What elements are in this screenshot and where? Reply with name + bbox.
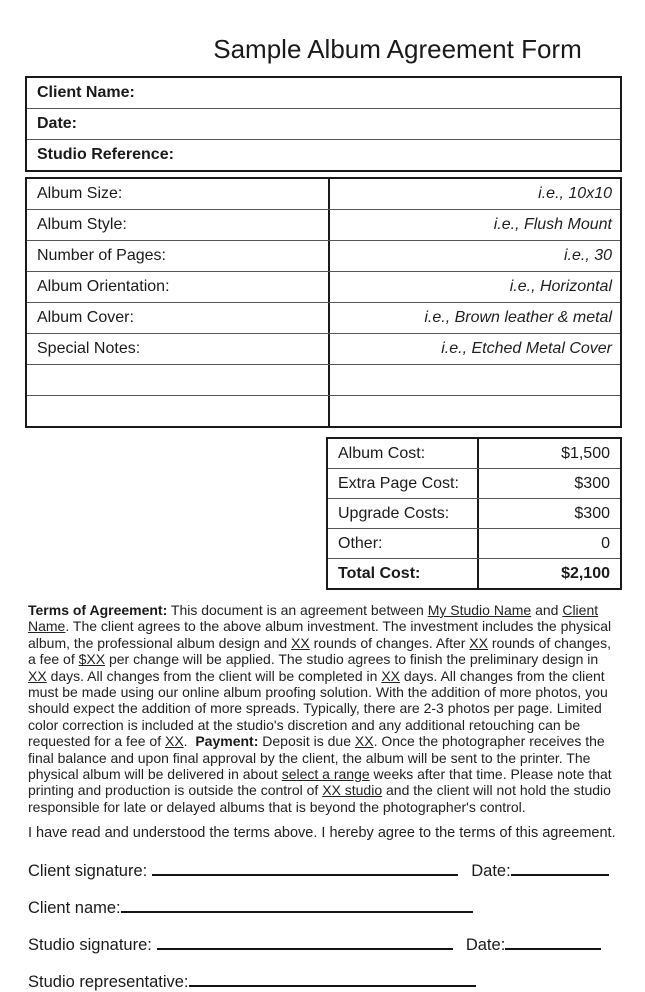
album-orientation-row (27, 271, 620, 302)
page-title: Sample Album Agreement Form (213, 34, 582, 64)
extra-page-cost-label: Extra Page Cost: (338, 475, 459, 492)
extra-row-2 (27, 395, 620, 426)
client-name-sig-label: Client name: (28, 899, 121, 918)
number-of-pages-row (27, 240, 620, 271)
special-notes-label: Special Notes: (37, 340, 141, 357)
album-style-field[interactable]: i.e., Flush Mount (328, 210, 620, 240)
client-signature-label: Client signature: (28, 862, 148, 881)
other-cost-row (328, 528, 620, 558)
special-notes-field[interactable]: i.e., Etched Metal Cover (328, 334, 620, 364)
album-cover-label: Album Cover: (37, 309, 134, 326)
client-signature-date-line[interactable] (511, 859, 609, 876)
number-of-pages-field[interactable]: i.e., 30 (328, 241, 620, 271)
upgrade-costs-value: $300 (477, 499, 620, 528)
extra-row-1-label[interactable] (27, 365, 328, 395)
cost-table (326, 437, 622, 590)
album-size-label: Album Size: (37, 185, 123, 202)
studio-signature-line[interactable] (157, 933, 453, 950)
studio-reference-row (27, 139, 620, 170)
album-size-row (27, 179, 620, 209)
total-cost-label: Total Cost: (338, 565, 421, 582)
album-cover-row (27, 302, 620, 333)
album-orientation-field[interactable]: i.e., Horizontal (328, 272, 620, 302)
studio-reference-label: Studio Reference: (37, 146, 174, 163)
extra-row-2-field[interactable] (328, 396, 620, 426)
album-cost-value: $1,500 (477, 439, 620, 468)
client-signature-line[interactable] (152, 859, 458, 876)
album-orientation-label: Album Orientation: (37, 278, 170, 295)
album-details-table (25, 177, 622, 428)
date-row (27, 108, 620, 139)
studio-representative-label: Studio representative: (28, 973, 189, 992)
upgrade-costs-label: Upgrade Costs: (338, 505, 450, 522)
studio-representative-line[interactable] (189, 970, 476, 987)
studio-signature-date-line[interactable] (505, 933, 601, 950)
studio-signature-date-label: Date: (465, 936, 506, 955)
client-signature-row (28, 859, 645, 879)
album-cover-field[interactable]: i.e., Brown leather & metal (328, 303, 620, 333)
extra-page-cost-value: $300 (477, 469, 620, 498)
studio-reference-field[interactable] (174, 140, 620, 170)
album-cost-row (328, 439, 620, 468)
special-notes-row (27, 333, 620, 364)
extra-row-1-field[interactable] (328, 365, 620, 395)
extra-page-cost-row (328, 468, 620, 498)
client-signature-date-label: Date: (471, 862, 511, 881)
studio-signature-row (28, 933, 645, 953)
total-cost-row (328, 558, 620, 588)
extra-row-1 (27, 364, 620, 395)
date-label: Date: (37, 115, 78, 132)
client-info-table (25, 76, 622, 172)
client-name-label: Client Name: (37, 84, 135, 101)
other-cost-value: 0 (477, 529, 620, 558)
extra-row-2-label[interactable] (27, 396, 328, 426)
upgrade-costs-row (328, 498, 620, 528)
album-style-row (27, 209, 620, 240)
client-name-line[interactable] (121, 896, 473, 913)
client-name-field[interactable] (135, 78, 620, 108)
client-name-row (27, 78, 620, 108)
other-cost-label: Other: (338, 535, 383, 552)
studio-representative-row (28, 970, 645, 990)
album-size-field[interactable]: i.e., 10x10 (328, 179, 620, 209)
number-of-pages-label: Number of Pages: (37, 247, 166, 264)
agreement-acknowledgement-line: I have read and understood the terms above. I hereby agree to the terms of this agreement. (28, 825, 616, 842)
terms-of-agreement-paragraph: Terms of Agreement: This document is an agreement between My Studio Name and Client Name. The client agrees to the above album investment. The investment includes the physical album, the professional album design and XX rounds of changes. After XX rounds of changes, a fee of $XX per change will be applied. The studio agrees to finish the preliminary design in XX days. All changes from the client will be completed in XX days. All changes from the client must be made using our online album proofing solution. With the addition of more photos, you should expect the addition of more spreads. Typically, there are 2-3 photos per page. Limited color correction is included at the studio's discretion and any additional retouching can be requested for a fee of XX. Payment: Deposit is due XX. Once the photographer receives the final balance and upon final approval by the client, the album will be sent to the printer. The physical album will be delivered in about select a range weeks after that time. Please note that printing and production is outside the control of XX studio and the client will not hold the studio responsible for late or delayed albums that is beyond the photographer's control. (28, 602, 612, 815)
total-cost-value: $2,100 (477, 559, 620, 588)
album-style-label: Album Style: (37, 216, 127, 233)
album-cost-label: Album Cost: (338, 445, 426, 462)
date-field[interactable] (77, 109, 620, 139)
studio-signature-label: Studio signature: (28, 936, 152, 955)
client-name-sig-row (28, 896, 645, 916)
